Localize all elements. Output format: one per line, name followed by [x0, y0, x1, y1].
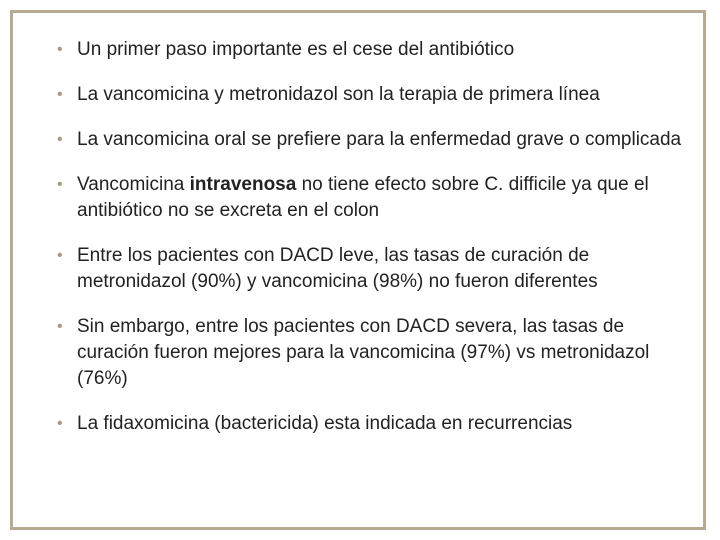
bullet-item-dacd-leve — [57, 243, 687, 295]
bullet-dot: • — [57, 176, 63, 193]
bullet-item-primera-linea — [57, 82, 687, 108]
bullet-text: Un primer paso importante es el cese del antibiótico — [77, 39, 515, 60]
bullet-dot: • — [57, 415, 63, 432]
bullet-text-after: no tiene efecto sobre C. difficile ya que el antibiótico no se excreta en el colon — [77, 174, 649, 221]
bullet-text: La fidaxomicina (bactericida) esta indicada en recurrencias — [77, 413, 573, 434]
bullet-dot: • — [57, 86, 63, 103]
bullet-item-cese-antibiotico — [57, 37, 687, 63]
bullet-dot: • — [57, 131, 63, 148]
bullet-text: La vancomicina oral se prefiere para la enfermedad grave o complicada — [77, 129, 682, 150]
bullet-item-dacd-severa — [57, 314, 687, 392]
bullet-text: Entre los pacientes con DACD leve, las tasas de curación de metronidazol (90%) y vancomicina (98%) no fueron diferentes — [77, 245, 598, 292]
slide-frame — [10, 10, 706, 530]
bullet-text-bold: intravenosa — [189, 174, 297, 195]
bullet-dot: • — [57, 247, 63, 264]
bullet-text-before: Vancomicina — [77, 174, 190, 195]
bullet-list — [57, 37, 687, 456]
bullet-text: La vancomicina y metronidazol son la terapia de primera línea — [77, 84, 600, 105]
bullet-item-vancomicina-intravenosa — [57, 172, 687, 224]
bullet-text: Sin embargo, entre los pacientes con DACD severa, las tasas de curación fueron mejores para la vancomicina (97%) vs metronidazol (76%) — [77, 316, 650, 389]
bullet-item-vancomicina-oral — [57, 127, 687, 153]
bullet-dot: • — [57, 41, 63, 58]
bullet-dot: • — [57, 318, 63, 335]
bullet-item-fidaxomicina — [57, 411, 687, 437]
